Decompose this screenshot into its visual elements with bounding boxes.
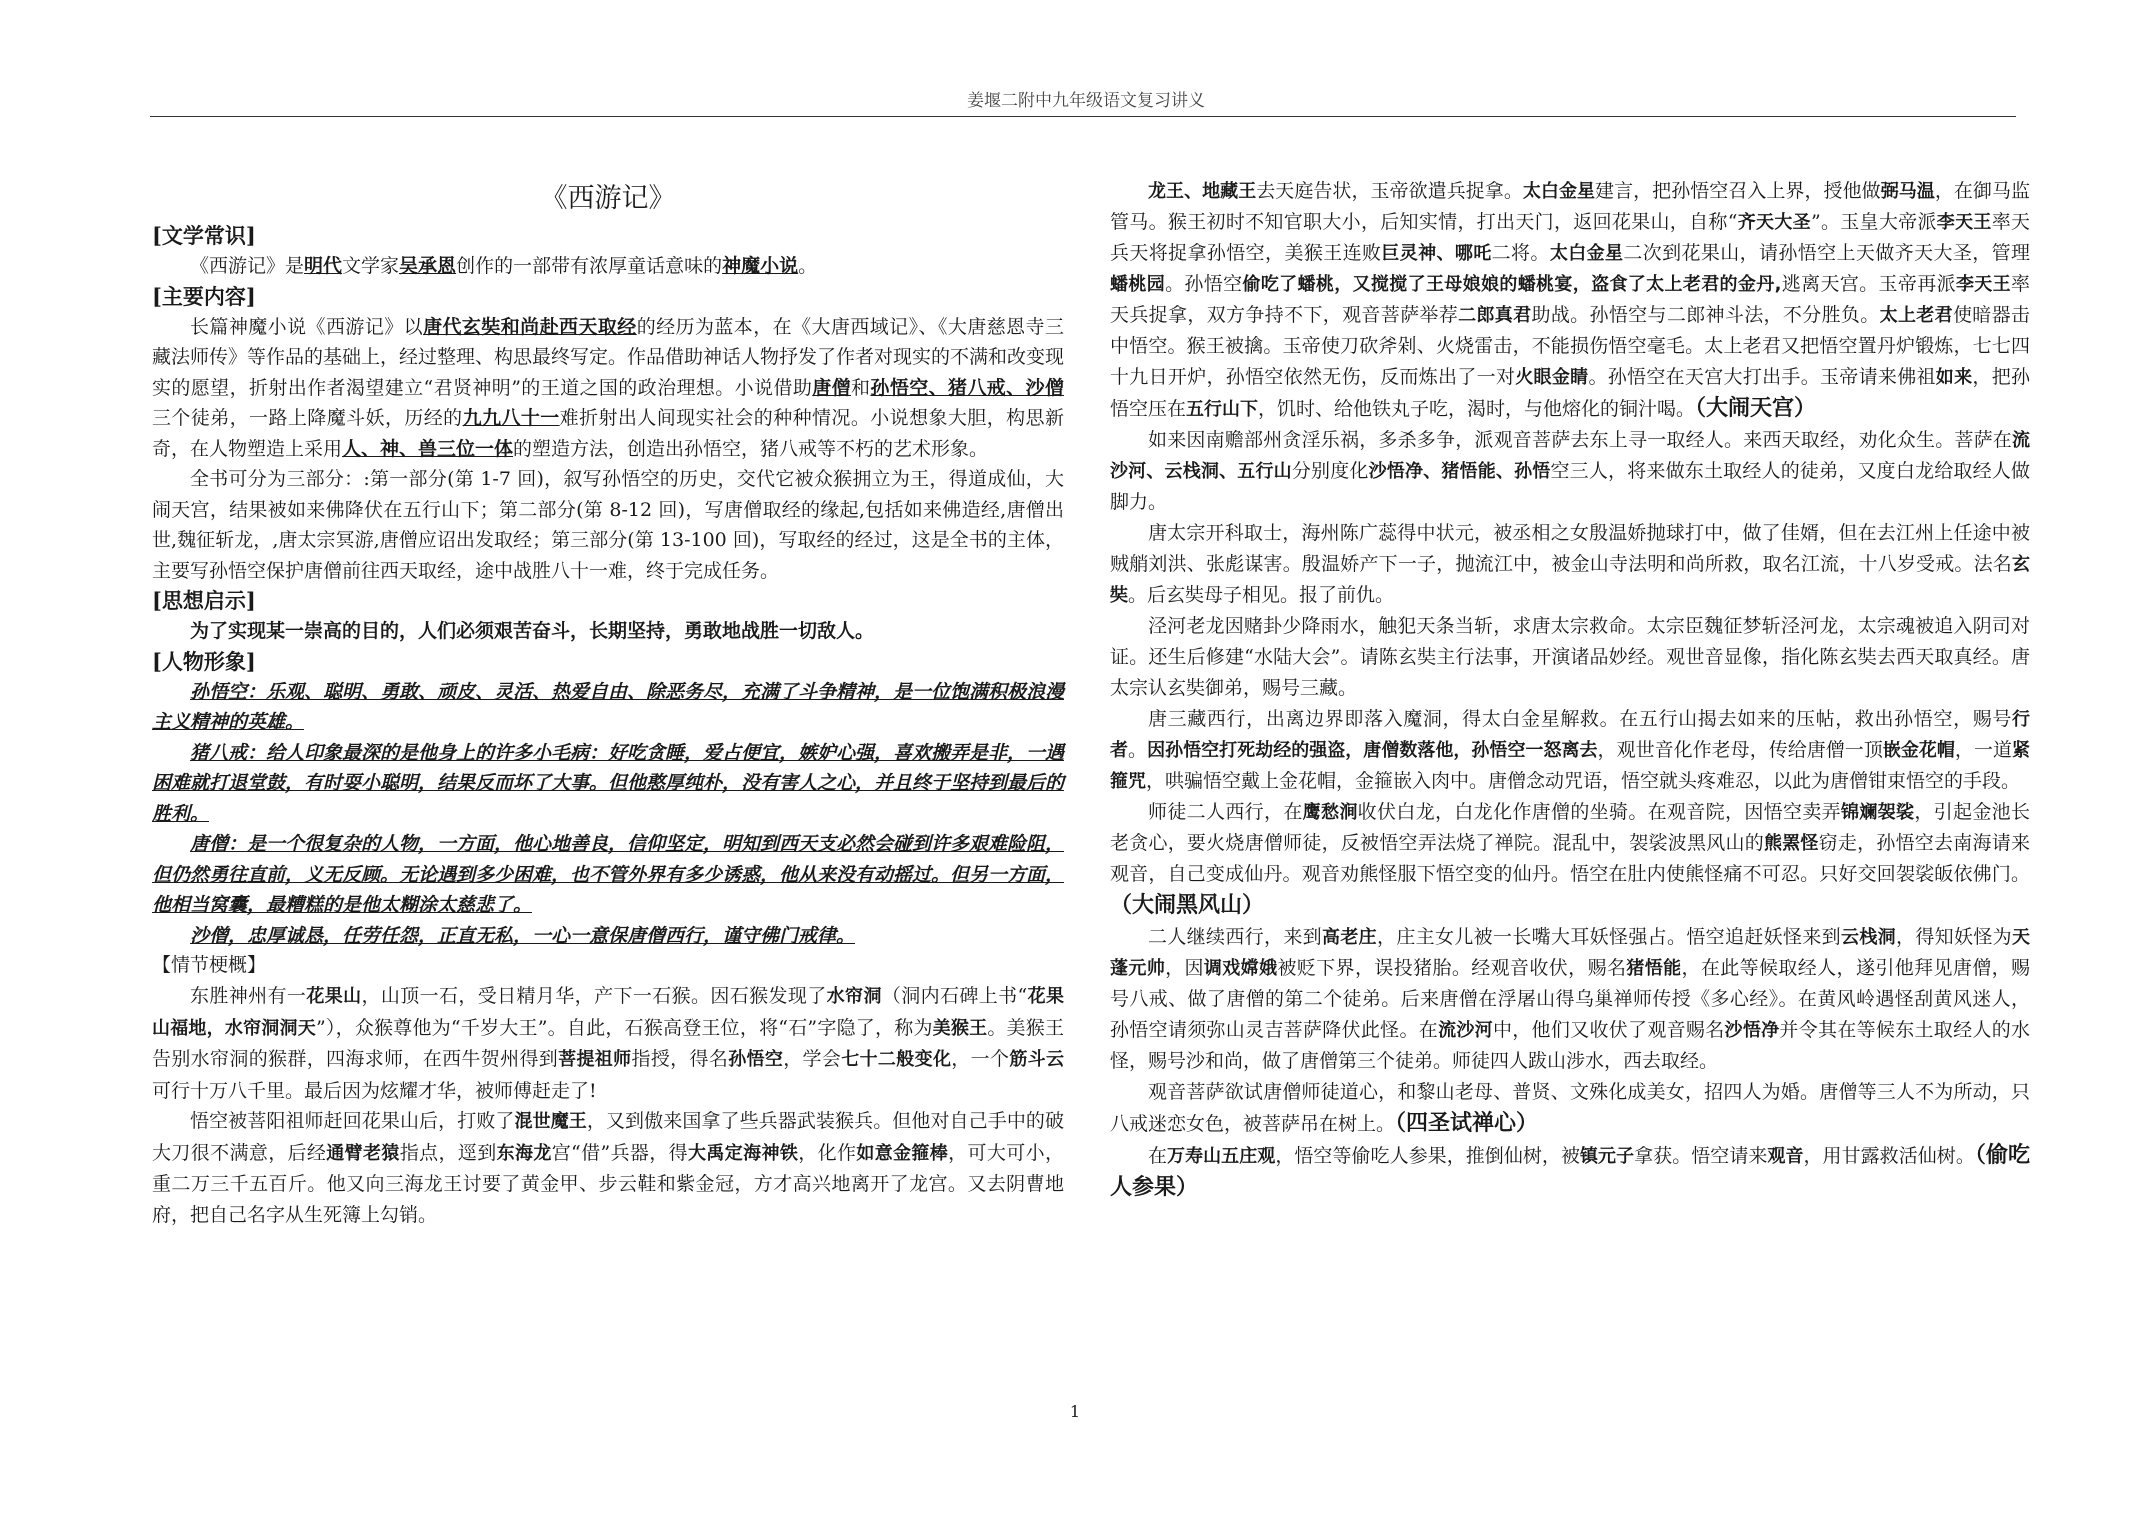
plot-paragraph-11: 在万寿山五庄观，悟空等偷吃人参果，推倒仙树，被镇元子拿获。悟空请来观音，用甘露救活仙树。（偷吃人参果）	[1110, 1143, 2030, 1200]
section-heading-content: [主要内容]	[152, 283, 256, 309]
section-heading-characters: [人物形象]	[152, 648, 256, 674]
section-heading-thought: [思想启示]	[152, 588, 256, 613]
episode-tag-four-saints: （四圣试禅心）	[1395, 1111, 1539, 1136]
plot-paragraph-1: 东胜神州有一花果山，山顶一石，受日精月华，产下一石猴。因石猴发现了水帘洞（洞内石碑上书“花果山福地，水帘洞洞天”），众猴尊他为“千岁大王”。自此，石猴高登王位，将“石”字隐了，称为美猴王。美猴王告别水帘洞的猴群，四海求师，在西牛贺州得到菩提祖师指授，得名孙悟空，学会七十二般变化，一个筋斗云可行十万八千里。最后因为炫耀才华，被师傅赶走了!	[152, 985, 1065, 1102]
character-tang-seng: 唐僧：是一个很复杂的人物，一方面，他心地善良，信仰坚定，明知到西天支必然会碰到许多艰难险阻，但仍然勇往直前，义无反顾。无论遇到多少困难，也不管外界有多少诱惑，他从来没有动摇过。但另一方面，他相当窝囊，最糟糕的是他太糊涂太慈悲了。	[152, 833, 1065, 916]
thought-paragraph: 为了实现某一崇高的目的，人们必须艰苦奋斗，长期坚持，勇敢地战胜一切敌人。	[190, 620, 875, 642]
document-title: 《西游记》	[540, 183, 676, 214]
plot-paragraph-7: 唐三藏西行，出离边界即落入魔洞，得太白金星解救。在五行山揭去如来的压帖，救出孙悟空，赐号行者。因孙悟空打死劫经的强盗，唐僧数落他，孙悟空一怒离去，观世音化作老母，传给唐僧一顶嵌金花帽，一道紧箍咒，哄骗悟空戴上金花帽，金箍嵌入肉中。唐僧念动咒语，悟空就头疼难忍，以此为唐僧钳束悟空的手段。	[1110, 708, 2030, 792]
plot-paragraph-4: 如来因南赡部州贪淫乐祸，多杀多争，派观音菩萨去东上寻一取经人。来西天取经，劝化众生。菩萨在流沙河、云栈洞、五行山分别度化沙悟净、猪悟能、孙悟空三人，将来做东土取经人的徒弟，又度白龙给取经人做脚力。	[1110, 429, 2030, 513]
plot-paragraph-2: 悟空被菩阳祖师赶回花果山后，打败了混世魔王，又到傲来国拿了些兵器武装猴兵。但他对自己手中的破大刀很不满意，后经通臂老猿指点，逕到东海龙宫“借”兵器，得大禹定海神铁，化作如意金箍棒，可大可小，重二万三千五百斤。他又向三海龙王讨要了黄金甲、步云鞋和紫金冠，方才高兴地离开了龙宫。又去阴曹地府，把自己名字从生死簿上勾销。	[152, 1110, 1064, 1226]
plot-paragraph-6: 泾河老龙因赌卦少降雨水，触犯天条当斩，求唐太宗救命。太宗臣魏征梦斩泾河龙，太宗魂被追入阴司对证。还生后修建“水陆大会”。请陈玄奘主行法事，开演诸品妙经。观世音显像，指化陈玄奘去西天取真经。唐太宗认玄奘御弟，赐号三藏。	[1110, 615, 2030, 699]
plot-paragraph-9: 二人继续西行，来到高老庄，庄主女儿被一长嘴大耳妖怪强占。悟空追赶妖怪来到云栈洞，得知妖怪为天蓬元帅，因调戏嫦娥被贬下界，误投猪胎。经观音收伏，赐名猪悟能，在此等候取经人，遂引他拜见唐僧，赐号八戒、做了唐僧的第二个徒弟。后来唐僧在浮屠山得乌巢禅师传授《多心经》。在黄风岭遇怪刮黄风迷人，孙悟空请须弥山灵吉菩萨降伏此怪。在流沙河中，他们又收伏了观音赐名沙悟净并令其在等候东土取经人的水怪，赐号沙和尚，做了唐僧第三个徒弟。师徒四人跋山涉水，西去取经。	[1110, 926, 2030, 1072]
character-zhu-bajie: 猪八戒：给人印象最深的是他身上的许多小毛病：好吃贪睡，爱占便宜，嫉妒心强，喜欢搬弄是非，一遇困难就打退堂鼓，有时耍小聪明，结果反而坏了大事。但他憨厚纯朴，没有害人之心，并且终于坚持到最后的胜利。	[152, 741, 1065, 825]
content-paragraph-1: 长篇神魔小说《西游记》以唐代玄奘和尚赴西天取经的经历为蓝本，在《大唐西域记》、《大唐慈恩寺三藏法师传》等作品的基础上，经过整理、构思最终写定。作品借助神话人物抒发了作者对现实的不满和改变现实的愿望，折射出作者渴望建立“君贤神明”的王道之国的政治理想。小说借助唐僧和孙悟空、猪八戒、沙僧三个徒弟，一路上降魔斗妖，历经的九九八十一难折射出人间现实社会的种种情况。小说想象大胆，构思新奇，在人物塑造上采用人、神、兽三位一体的塑造方法，创造出孙悟空，猪八戒等不朽的艺术形象。	[152, 315, 1065, 460]
plot-paragraph-10: 观音菩萨欲试唐僧师徒道心，和黎山老母、普贤、文殊化成美女，招四人为婚。唐僧等三人不为所动，只八戒迷恋女色，被菩萨吊在树上。（四圣试禅心）	[1110, 1081, 2030, 1136]
plot-paragraph-5: 唐太宗开科取士，海州陈广蕊得中状元，被丞相之女殷温娇抛球打中，做了佳婿，但在去江州上任途中被贼艄刘洪、张彪谋害。殷温娇产下一子，抛流江中，被金山寺法明和尚所救，取名江流，十八岁受戒。法名玄奘。后玄奘母子相见。报了前仇。	[1110, 522, 2030, 606]
page-number: 1	[1069, 1402, 1081, 1421]
left-column	[152, 176, 1064, 1230]
section-heading-plot: 【情节梗概】	[152, 955, 267, 976]
plot-paragraph-3: 龙王、地藏王去天庭告状，玉帝欲遣兵捉拿。太白金星建言，把孙悟空召入上界，授他做弼马温，在御马监管马。猴王初时不知官职大小，后知实情，打出天门，返回花果山，自称“齐天大圣”。玉皇大帝派李天王率天兵天将捉拿孙悟空，美猴王连败巨灵神、哪吒二将。太白金星二次到花果山，请孙悟空上天做齐天大圣，管理蟠桃园。孙悟空偷吃了蟠桃，又搅搅了王母娘娘的蟠桃宴，盗食了太上老君的金丹,逃离天宫。玉帝再派李天王率天兵捉拿，双方争持不下，观音菩萨举荐二郎真君助战。孙悟空与二郎神斗法，不分胜负。太上老君使暗器击中悟空。猴王被擒。玉帝使刀砍斧剁、火烧雷击，不能损伤悟空毫毛。太上老君又把悟空置丹炉锻炼，七七四十九日开炉，孙悟空依然无伤，反而炼出了一对火眼金睛。孙悟空在天宫大打出手。玉帝请来佛祖如来，把孙悟空压在五行山下，饥时、给他铁丸子吃，渴时，与他熔化的铜汁喝。（大闹天宫）	[1110, 180, 2031, 421]
character-sun-wukong: 孙悟空：乐观、聪明、勇敢、顽皮、灵活、热爱自由、除恶务尽，充满了斗争精神，是一位饱满积极浪漫主义精神的英雄。	[152, 680, 1065, 733]
episode-tag-havoc-heaven: （大闹天宫）	[1695, 396, 1817, 421]
header-rule	[150, 116, 2016, 117]
right-column	[1110, 176, 2030, 1204]
plot-paragraph-8: 师徒二人西行，在鹰愁涧收伏白龙，白龙化作唐僧的坐骑。在观音院，因悟空卖弄锦斓袈裟，引起金池长老贪心，要火烧唐僧师徒，反被悟空弄法烧了禅院。混乱中，袈裟波黑风山的熊罴怪窃走，孙悟空去南海请来观音，自己变成仙丹。观音劝熊怪服下悟空变的仙丹。悟空在肚内使熊怪痛不可忍。只好交回袈裟皈依佛门。（大闹黑风山）	[1110, 801, 2030, 918]
section-heading-literature: [文学常识]	[152, 223, 256, 248]
page-header: 姜堰二附中九年级语文复习讲义	[967, 91, 1205, 111]
episode-tag-ginseng-fruit: （偷吃人参果）	[1110, 1143, 2030, 1200]
literature-paragraph: 《西游记》是明代文学家吴承恩创作的一部带有浓厚童话意味的神魔小说。	[190, 255, 818, 277]
episode-tag-black-wind: （大闹黑风山）	[1110, 893, 1265, 918]
content-paragraph-2: 全书可分为三部分：:第一部分(第 1-7 回)，叙写孙悟空的历史，交代它被众猴拥立为王，得道成仙，大闹天宫，结果被如来佛降伏在五行山下；第二部分(第 8-12 回)，写唐僧取经的缘起,包括如来佛造经,唐僧出世,魏征斩龙，,唐太宗冥游,唐僧应诏出发取经；第三部分(第 13-100 回)，写取经的经过，这是全书的主体，主要写孙悟空保护唐僧前往西天取经，途中战胜八十一难，终于完成任务。	[152, 468, 1064, 582]
character-sha-seng: 沙僧，忠厚诚恳，任劳任怨，正直无私，一心一意保唐僧西行，谨守佛门戒律。	[190, 924, 856, 947]
